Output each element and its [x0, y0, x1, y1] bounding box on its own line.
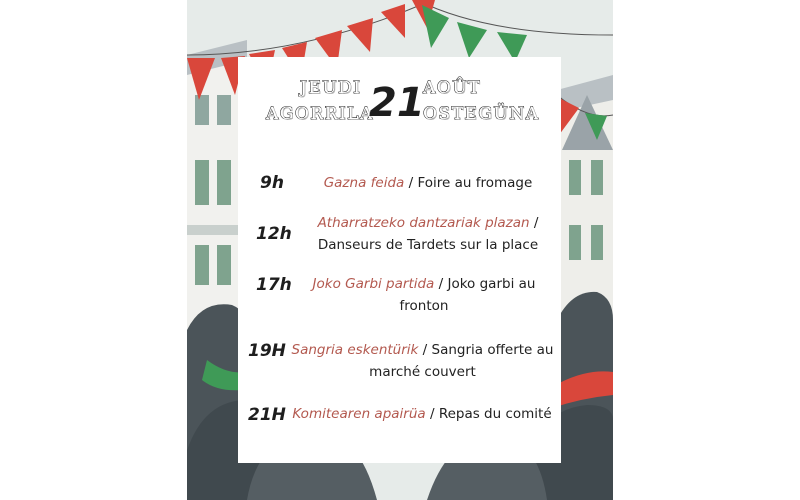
event-description: [298, 212, 558, 256]
event-name-french: Danseurs de Tardets sur la place: [317, 237, 539, 253]
event-time: 12h: [256, 224, 292, 244]
event-name-basque: Gazna feida: [323, 175, 405, 191]
event-time: 21H: [248, 405, 286, 425]
event-name-french: Repas du comité: [438, 406, 552, 422]
event-name-basque: Sangria eskentürik: [291, 342, 419, 358]
event-time: 17h: [256, 275, 292, 295]
event-separator: /: [404, 175, 418, 191]
event-time: 9h: [260, 173, 284, 193]
day-fr: JEUDI: [300, 78, 362, 98]
month-fr: AOÛT: [423, 78, 481, 98]
event-separator: /: [529, 215, 539, 231]
event-name-french: Sangria offerte au marché couvert: [369, 342, 554, 380]
event-separator: /: [418, 342, 432, 358]
event-description: [304, 273, 544, 317]
event-name-basque: Joko Garbi partida: [312, 276, 435, 292]
event-name-basque: Komitearen apairüa: [292, 406, 426, 422]
event-separator: /: [434, 276, 448, 292]
event-time: 19H: [248, 341, 286, 361]
event-separator: /: [425, 406, 439, 422]
event-name-basque: Atharratzeko dantzariak plazan: [317, 215, 530, 231]
event-name-french: Joko garbi au fronton: [399, 276, 536, 314]
event-description: [298, 172, 558, 194]
event-description: [290, 339, 555, 383]
event-name-french: Foire au fromage: [417, 175, 533, 191]
day-eu: OSTEGÜNA: [423, 104, 540, 124]
date-header: [238, 73, 561, 133]
event-description: [288, 403, 556, 425]
month-eu: AGORRILA: [266, 104, 374, 124]
day-number: 21: [369, 80, 425, 126]
schedule-card: [238, 57, 561, 463]
